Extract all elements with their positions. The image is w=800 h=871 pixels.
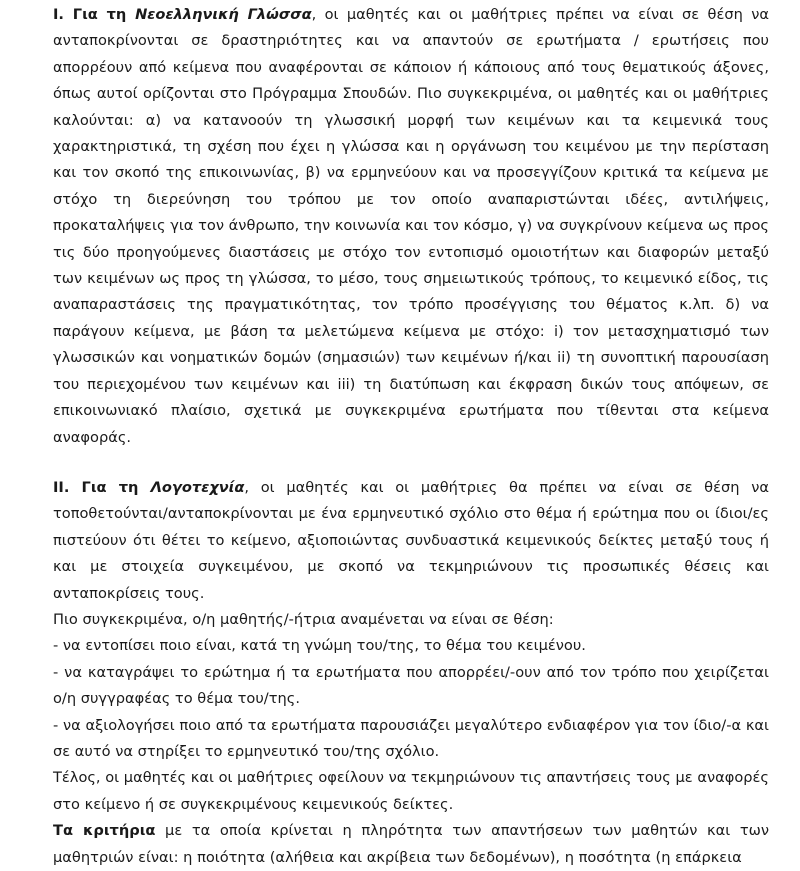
list-item-3: - να αξιολογήσει ποιο από τα ερωτήματα παρουσιάζει μεγαλύτερο ενδιαφέρον για τον ίδιο/-α και σε αυτό να στηρίξει το ερμηνευτικό του/της σχόλιο. [53, 716, 769, 760]
section-2-text: , οι μαθητές και οι μαθήτριες θα πρέπει να είναι σε θέση να τοποθετούνται/ανταποκρίνονται με ένα ερμηνευτικό σχόλιο στο θέμα ή ερώτημα που οι ίδιοι/ες πιστεύουν ότι θέτει το κείμενο, αξιοποιώντας συνδυαστικά κειμενικούς δείκτες μεταξύ τους ή και με στοιχεία συγκειμένου, με σκοπό να τεκμηριώνουν τις προσωπικές θέσεις και ανταποκρίσεις τους. [53, 478, 769, 602]
section-1-heading [53, 6, 312, 23]
section-1-text: , οι μαθητές και οι μαθήτριες πρέπει να είναι σε θέση να ανταποκρίνονται σε δραστηριότητες και να απαντούν σε ερωτήματα / ερωτήσεις που απορρέουν από κείμενα που αναφέρονται σε κάποιον ή κάποιους από τους θεματικούς άξονες, όπως αυτοί ορίζονται στο Πρόγραμμα Σπουδών. Πιο συγκεκριμένα, οι μαθητές και οι μαθήτριες καλούνται: α) να κατανοούν τη γλωσσική μορφή των κειμένων και τα κειμενικά τους χαρακτηριστικά, τη σχέση που έχει η γλώσσα και η οργάνωση του κειμένου με την περίσταση και τον σκοπό της επικοινωνίας, β) να ερμηνεύουν και να προσεγγίζουν κριτικά τα κείμενα με στόχο τη διερεύνηση του τρόπου με τον οποίο αναπαριστώνται ιδέες, αντιλήψεις, προκαταλήψεις για τον άνθρωπο, την κοινωνία και τον κόσμο, γ) να συγκρίνουν κείμενα ως προς τις δύο προηγούμενες διαστάσεις με στόχο τον εντοπισμό ομοιοτήτων και διαφορών μεταξύ των κειμένων ως προς τη γλώσσα, το μέσο, τους σημειωτικούς τρόπους, το κειμενικό είδος, τις αναπαραστάσεις της πραγματικότητας, τον τρόπο προσέγγισης του θέματος κ.λπ. δ) να παράγουν κείμενα, με βάση τα μελετώμενα κείμενα με στόχο: i) τον μετασχηματισμό των γλωσσικών και νοηματικών δομών (σημασιών) των κειμένων ή/και ii) τη συνοπτική παρουσίαση του περιεχομένου των κειμένων και iii) τη διατύπωση και έκφραση δικών τους απόψεων, σε επικοινωνιακό πλαίσιο, σχετικά με συγκεκριμένα ερωτήματα που τίθενται στα κείμενα αναφοράς. [53, 6, 769, 446]
section-1-heading-subject: Νεοελληνική Γλώσσα [135, 6, 312, 23]
list-item-2: - να καταγράψει το ερώτημα ή τα ερωτήματα που απορρέει/-ουν από τον τρόπο που χειρίζεται ο/η συγγραφέας το θέμα του/της. [53, 663, 769, 708]
section-divider-space [53, 451, 769, 475]
list-item-1: - να εντοπίσει ποιο είναι, κατά τη γνώμη του/της, το θέμα του κειμένου. [53, 637, 586, 655]
section-1-paragraph [53, 2, 769, 451]
section-1-heading-prefix: Ι. Για τη [53, 6, 136, 23]
criteria-paragraph [53, 818, 769, 871]
criteria-heading: Τα κριτήρια [53, 822, 156, 840]
criteria-text: με τα οποία κρίνεται η πληρότητα των απαντήσεων των μαθητών και των μαθητριών είναι: η ποιότητα (αλήθεια και ακρίβεια των δεδομένων), η ποσότητα (η επάρκεια [53, 822, 769, 866]
section-2-heading-prefix: ΙΙ. Για τη [53, 478, 151, 496]
section-2-intro: Πιο συγκεκριμένα, ο/η μαθητής/-ήτρια αναμένεται να είναι σε θέση: [53, 610, 554, 628]
section-2-paragraph [53, 475, 769, 607]
document-page [53, 2, 769, 871]
section-2-closing: Τέλος, οι μαθητές και οι μαθήτριες οφείλουν να τεκμηριώνουν τις απαντήσεις τους με αναφορές στο κείμενο ή σε συγκεκριμένους κειμενικούς δείκτες. [53, 769, 769, 813]
section-2-heading [53, 479, 244, 496]
section-2-heading-subject: Λογοτεχνία [150, 478, 245, 496]
